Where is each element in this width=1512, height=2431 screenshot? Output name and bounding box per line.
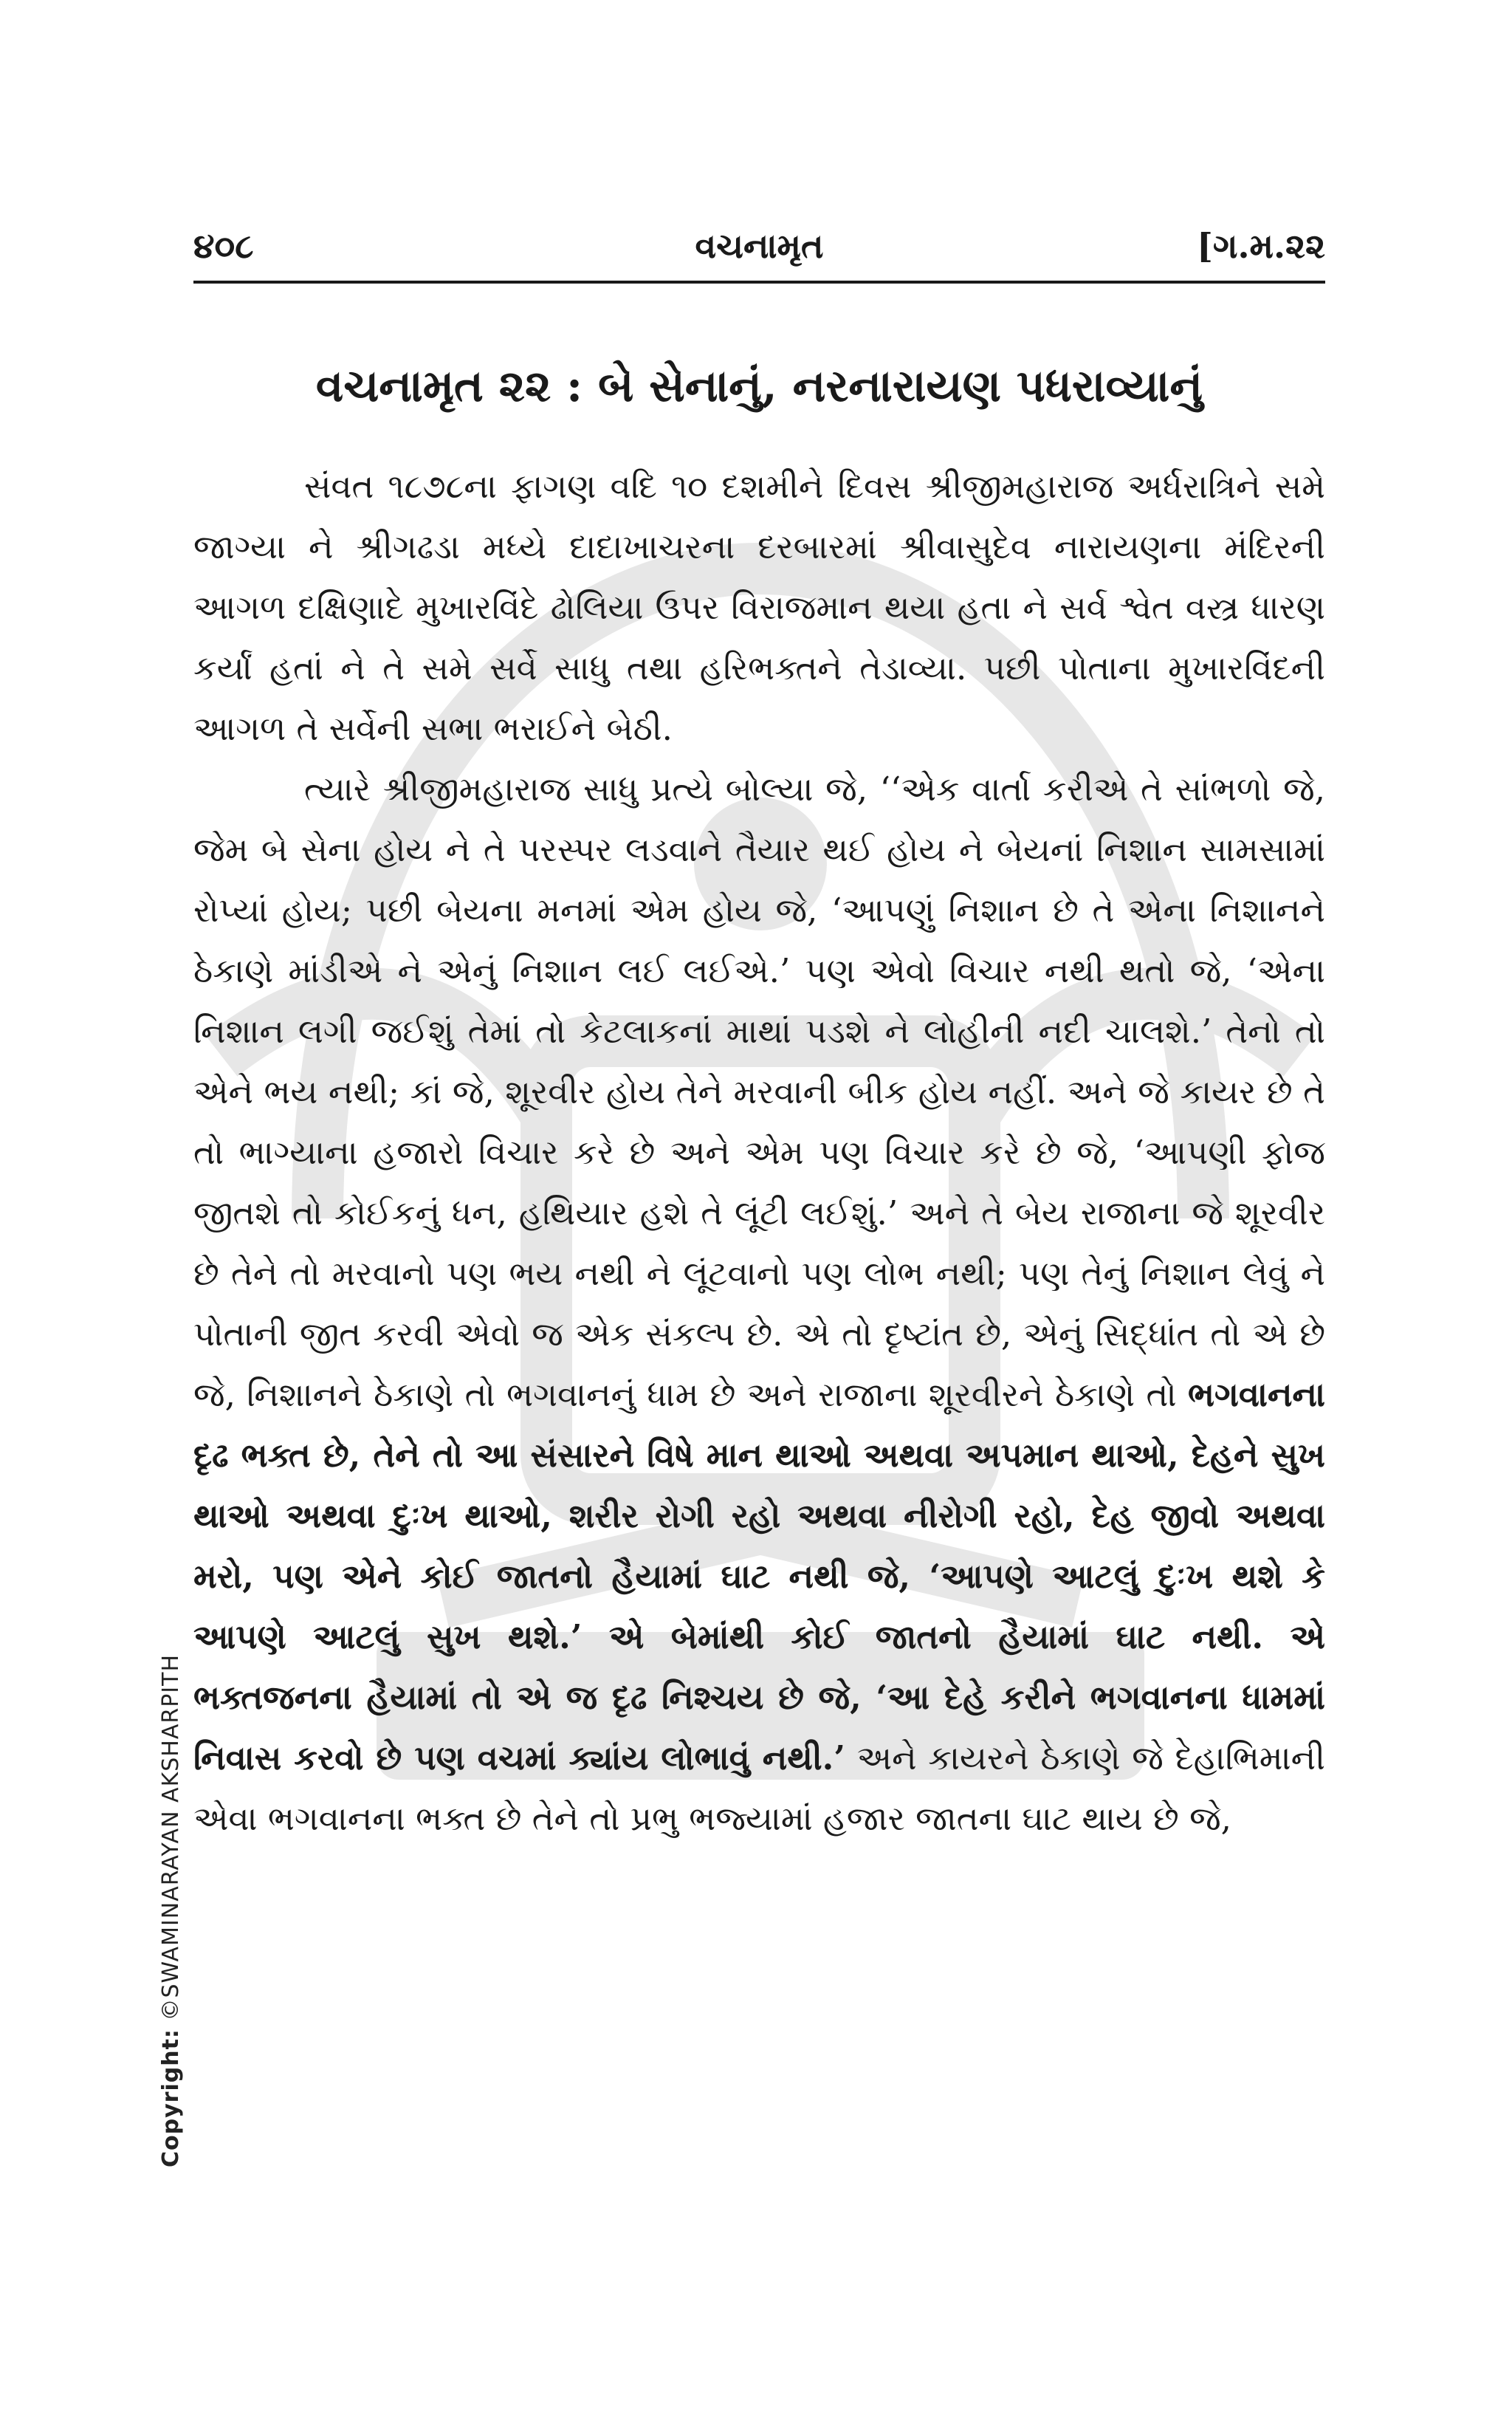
copyright-label: Copyright: (158, 2029, 184, 2167)
copyright-holder: ©SWAMINARAYAN AKSHARPITH (158, 1653, 184, 2021)
header-rule (193, 281, 1325, 284)
running-header (193, 220, 1325, 272)
section-reference: [ગ.મ.૨૨ (1197, 226, 1325, 266)
page-number: ૪૦૮ (193, 226, 254, 266)
chapter-title: વચનામૃત ૨૨ : બે સેનાનું, નરનારાયણ પધરાવ્યાનું (315, 360, 1203, 412)
running-title: વચનામૃત (695, 226, 824, 266)
paragraph-2-text-a: ત્યારે શ્રીજીમહારાજ સાધુ પ્રત્યે બોલ્યા જે, ‘‘એક વાર્તા કરીએ તે સાંભળો જે, જેમ બે સેના હોય ને તે પરસ્પર લડવાને તૈયાર થઈ હોય ને બેયનાં નિશાન સામસામાં રોપ્યાં હોય; પછી બેયના મનમાં એમ હોય જે, ‘આપણું નિશાન છે તે એના નિશાનને ઠેકાણે માંડીએ ને એનું નિશાન લઈ લઈએ.’ પણ એવો વિચાર નથી થતો જે, ‘એના નિશાન લગી જઈશું તેમાં તો કેટલાકનાં માથાં પડશે ને લોહીની નદી ચાલશે.’ તેનો તો એને ભય નથી; કાં જે, શૂરવીર હોય તેને મરવાની બીક હોય નહીં. અને જે કાયર છે તે તો ભાગ્યાના હજારો વિચાર કરે છે અને એમ પણ વિચાર કરે છે જે, ‘આપણી ફોજ જીતશે તો કોઈકનું ધન, હથિયાર હશે તે લૂંટી લઈશું.’ અને તે બેય રાજાના જે શૂરવીર છે તેને તો મરવાનો પણ ભય નથી ને લૂંટવાનો પણ લોભ નથી; પણ તેનું નિશાન લેવું ને પોતાની જીત કરવી એવો જ એક સંકલ્પ છે. એ તો દૃષ્ટાંત છે, એનું સિદ્ધાંત તો એ છે જે, નિશાનને ઠેકાણે તો ભગવાનનું ધામ છે અને રાજાના શૂરવીરને ઠેકાણે તો (193, 769, 1325, 1414)
copyright-notice (158, 1654, 184, 2167)
paragraph-2-text-b: અને કાયરને ઠેકાણે જે દેહાભિમાની એવા ભગવાનના ભક્ત છે તેને તો પ્રભુ ભજ્યામાં હજાર જાતના ઘાટ થાય છે જે, (193, 1738, 1325, 1838)
paragraph-2-bold-text: ભગવાનના દૃઢ ભક્ત છે, તેને તો આ સંસારને વિષે માન થાઓ અથવા અપમાન થાઓ, દેહને સુખ થાઓ અથવા દુઃખ થાઓ, શરીર રોગી રહો અથવા નીરોગી રહો, દેહ જીવો અથવા મરો, પણ એને કોઈ જાતનો હૈયામાં ઘાટ નથી જે, ‘આપણે આટલું દુઃખ થશે કે આપણે આટલું સુખ થશે.’ એ બેમાંથી કોઈ જાતનો હૈયામાં ઘાટ નથી. એ ભક્તજનના હૈયામાં તો એ જ દૃઢ નિશ્ચય છે જે, ‘આ દેહે કરીને ભગવાનના ધામમાં નિવાસ કરવો છે પણ વચમાં ક્યાંય લોભાવું નથી.’ (193, 1375, 1325, 1777)
paragraph-2 (193, 759, 1325, 1849)
body-text (193, 456, 1325, 1849)
paragraph-1: સંવત ૧૮૭૮ના ફાગણ વદિ ૧૦ દશમીને દિવસ શ્રીજીમહારાજ અર્ધરાત્રિને સમે જાગ્યા ને શ્રીગઢડા મધ્યે દાદાખાચરના દરબારમાં શ્રીવાસુદેવ નારાયણના મંદિરની આગળ દક્ષિણાદે મુખારવિંદે ઢોલિયા ઉપર વિરાજમાન થયા હતા ને સર્વ શ્વેત વસ્ત્ર ધારણ કર્યાં હતાં ને તે સમે સર્વે સાધુ તથા હરિભક્તને તેડાવ્યા. પછી પોતાના મુખારવિંદની આગળ તે સર્વેની સભા ભરાઈને બેઠી. (193, 467, 1325, 748)
